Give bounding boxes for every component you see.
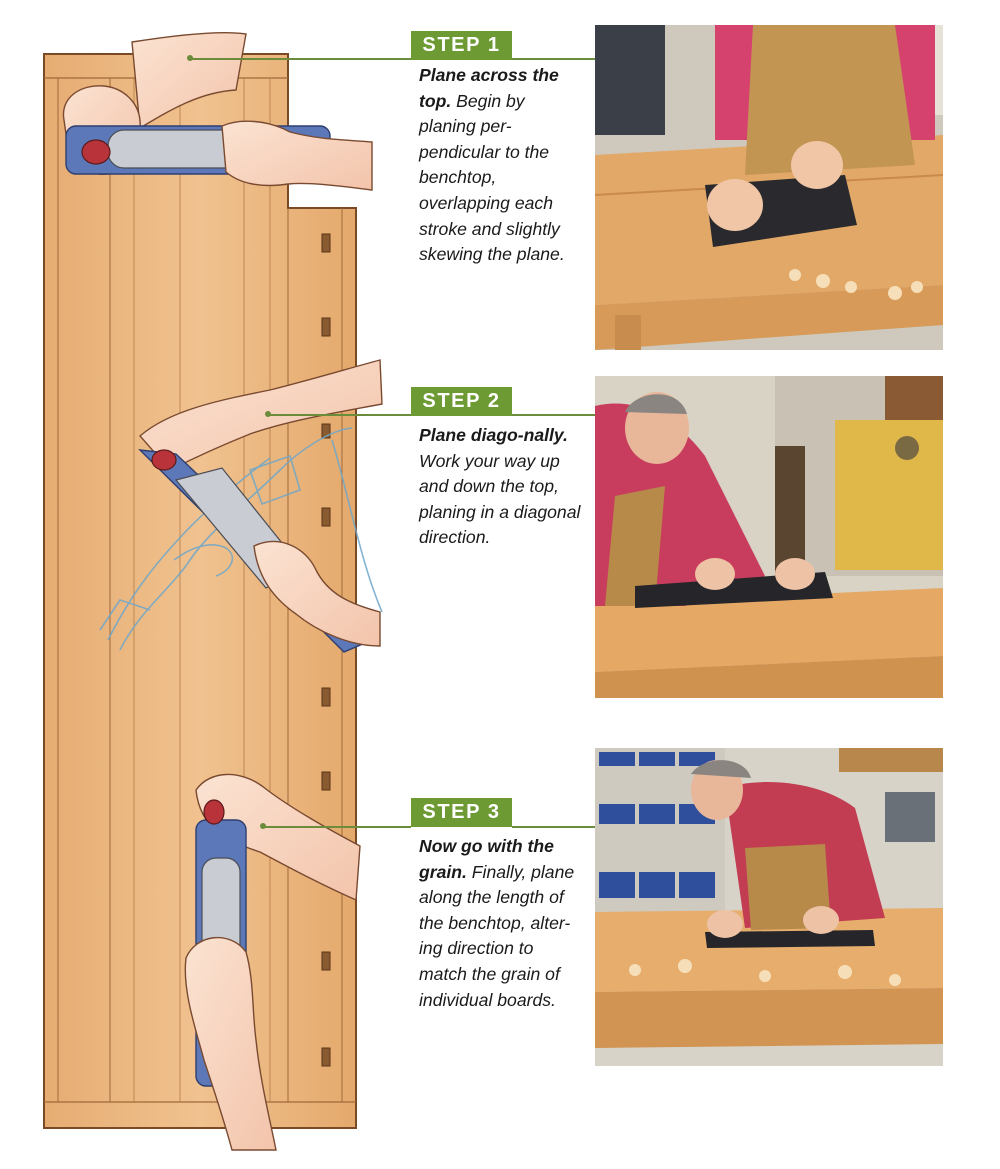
step2-heading: Plane diago-nally.	[419, 425, 568, 445]
step1-badge: STEP 1	[411, 31, 512, 60]
benchtop-planing-illustration	[0, 0, 400, 1169]
step1-photo	[595, 25, 943, 350]
step1-leader-line-ext	[512, 58, 595, 60]
step3-text	[419, 834, 581, 1013]
step3-badge: STEP 3	[411, 798, 512, 827]
step1-heading: Plane across the top.	[419, 65, 559, 111]
step2-badge: STEP 2	[411, 387, 512, 416]
step2-photo	[595, 376, 943, 698]
step1-body: Begin by planing per-pendicular to the benchtop, overlapping each stroke and slightly skewing the plane.	[419, 90, 565, 265]
step2-leader-line-ext	[512, 414, 595, 416]
step3-heading: Now go with the grain.	[419, 836, 554, 882]
step3-photo	[595, 748, 943, 1066]
step1-leader-line	[190, 58, 411, 60]
step3-leader-line-ext	[512, 826, 595, 828]
step3-leader-line	[263, 826, 411, 828]
step3-body: Finally, plane along the length of the benchtop, alter-ing direction to match the grain of individual boards.	[419, 861, 575, 1010]
step1-text	[419, 63, 581, 268]
step2-text	[419, 423, 581, 551]
step2-body: Work your way up and down the top, planing in a diagonal direction.	[419, 450, 581, 548]
step2-leader-line	[268, 414, 411, 416]
